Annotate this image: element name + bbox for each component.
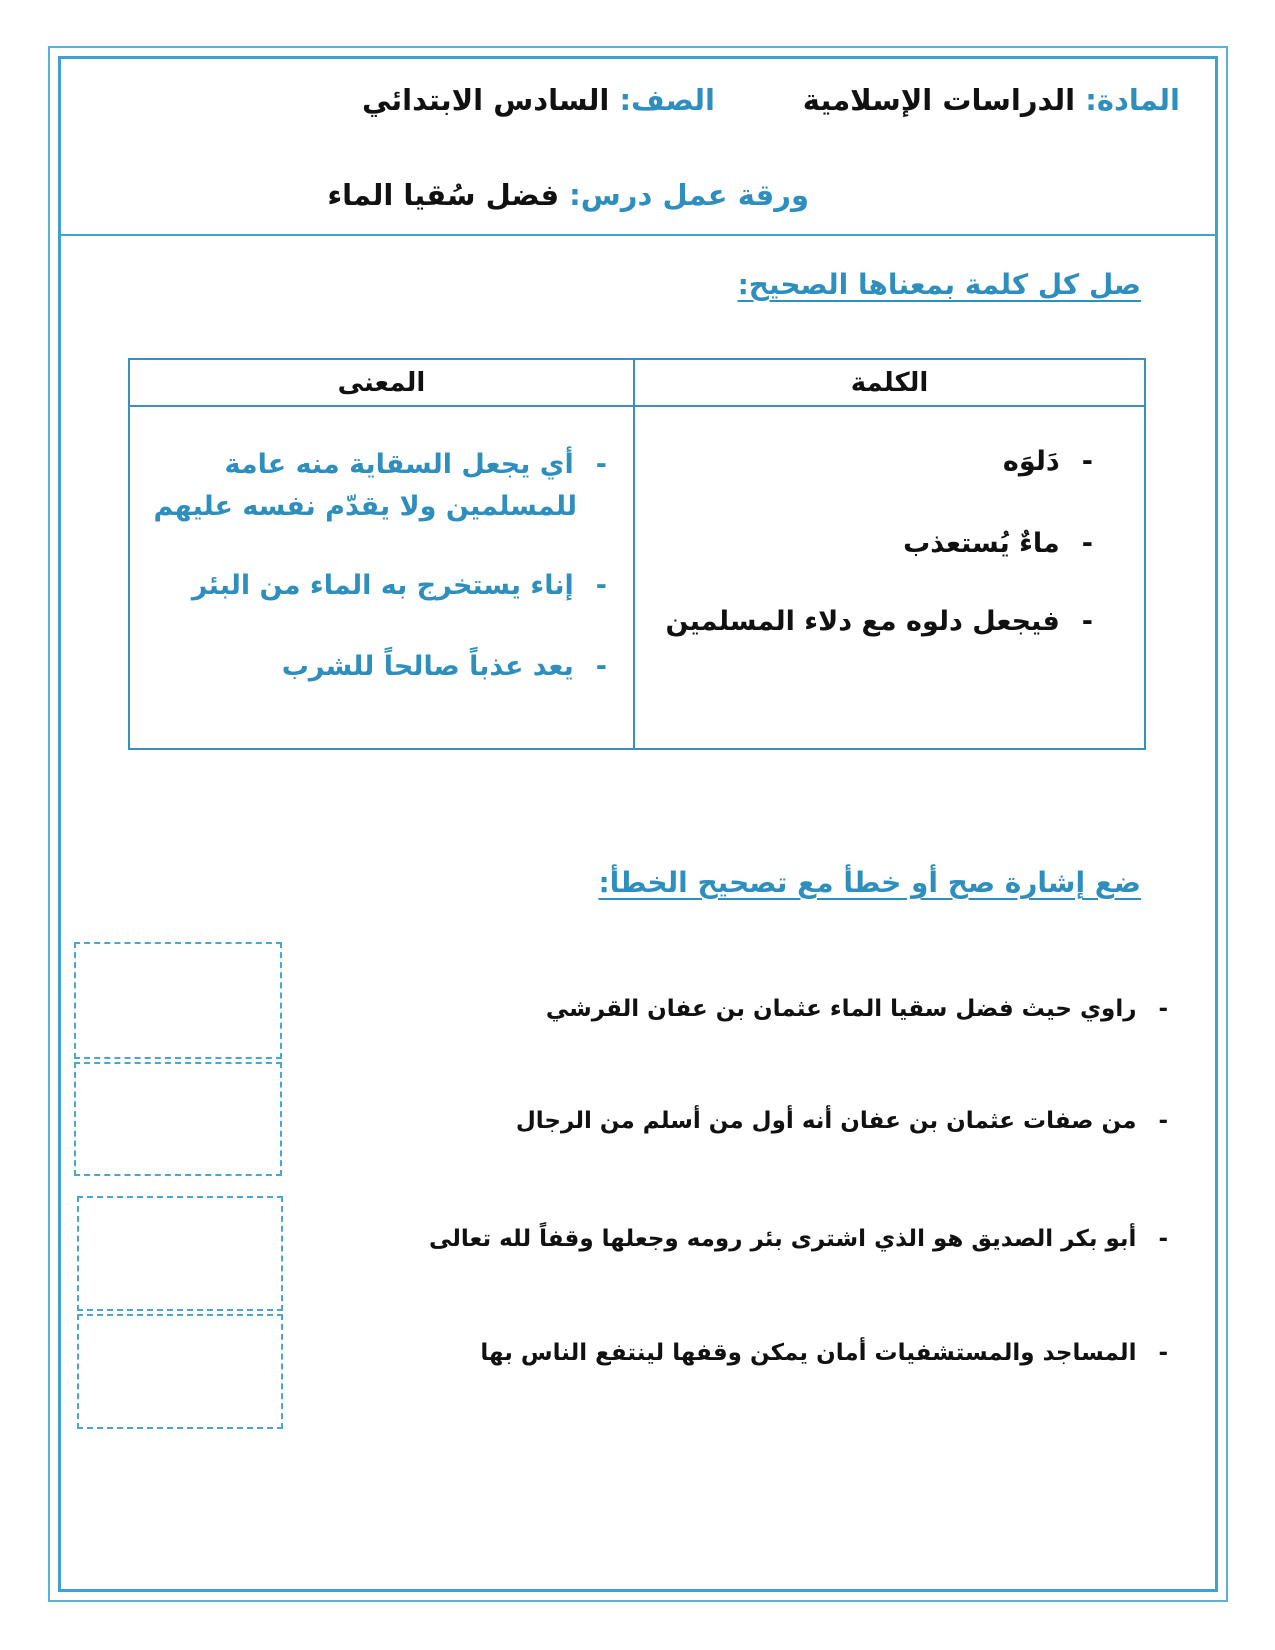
truefalse-section-title: ضع إشارة صح أو خطأ مع تصحيح الخطأ: xyxy=(598,866,1141,899)
subject-line xyxy=(803,83,1180,117)
meaning-item-continued: للمسلمين ولا يقدّم نفسه عليهم xyxy=(153,491,577,522)
matching-section-title: صل كل كلمة بمعناها الصحيح: xyxy=(737,268,1141,301)
worksheet-label: ورقة عمل درس: xyxy=(569,178,809,212)
column-header-meaning: المعنى xyxy=(129,359,634,406)
answer-box[interactable] xyxy=(74,942,282,1059)
meaning-item: -أي يجعل السقاية منه عامة xyxy=(224,449,607,480)
word-item: -فيجعل دلوه مع دلاء المسلمين xyxy=(665,606,1093,637)
word-item: -دَلوَه xyxy=(1002,446,1093,477)
word-item: -ماءٌ يُستعذب xyxy=(903,528,1093,559)
grade-value: السادس الابتدائي xyxy=(361,83,610,117)
answer-box[interactable] xyxy=(74,1062,282,1176)
subject-label: المادة: xyxy=(1085,83,1180,117)
statement-item: -من صفات عثمان بن عفان أنه أول من أسلم من الرجال xyxy=(515,1108,1168,1134)
meaning-item: -إناء يستخرج به الماء من البئر xyxy=(191,570,607,601)
worksheet-title xyxy=(327,178,809,212)
statement-item: -راوي حيث فضل سقيا الماء عثمان بن عفان القرشي xyxy=(545,996,1168,1022)
grade-line xyxy=(362,83,715,117)
column-header-word: الكلمة xyxy=(634,359,1145,406)
meanings-cell xyxy=(129,406,634,749)
grade-label: الصف: xyxy=(619,83,715,117)
lesson-title: فضل سُقيا الماء xyxy=(327,178,560,212)
words-cell xyxy=(634,406,1145,749)
matching-table xyxy=(128,358,1146,750)
statement-item: -المساجد والمستشفيات أمان يمكن وقفها لينتفع الناس بها xyxy=(480,1340,1168,1366)
subject-value: الدراسات الإسلامية xyxy=(802,83,1076,117)
header-divider xyxy=(58,234,1218,236)
meaning-item: -يعد عذباً صالحاً للشرب xyxy=(281,651,607,682)
answer-box[interactable] xyxy=(77,1196,283,1311)
answer-box[interactable] xyxy=(77,1314,283,1429)
statement-item: -أبو بكر الصديق هو الذي اشترى بئر رومه وجعلها وقفاً لله تعالى xyxy=(428,1226,1168,1252)
